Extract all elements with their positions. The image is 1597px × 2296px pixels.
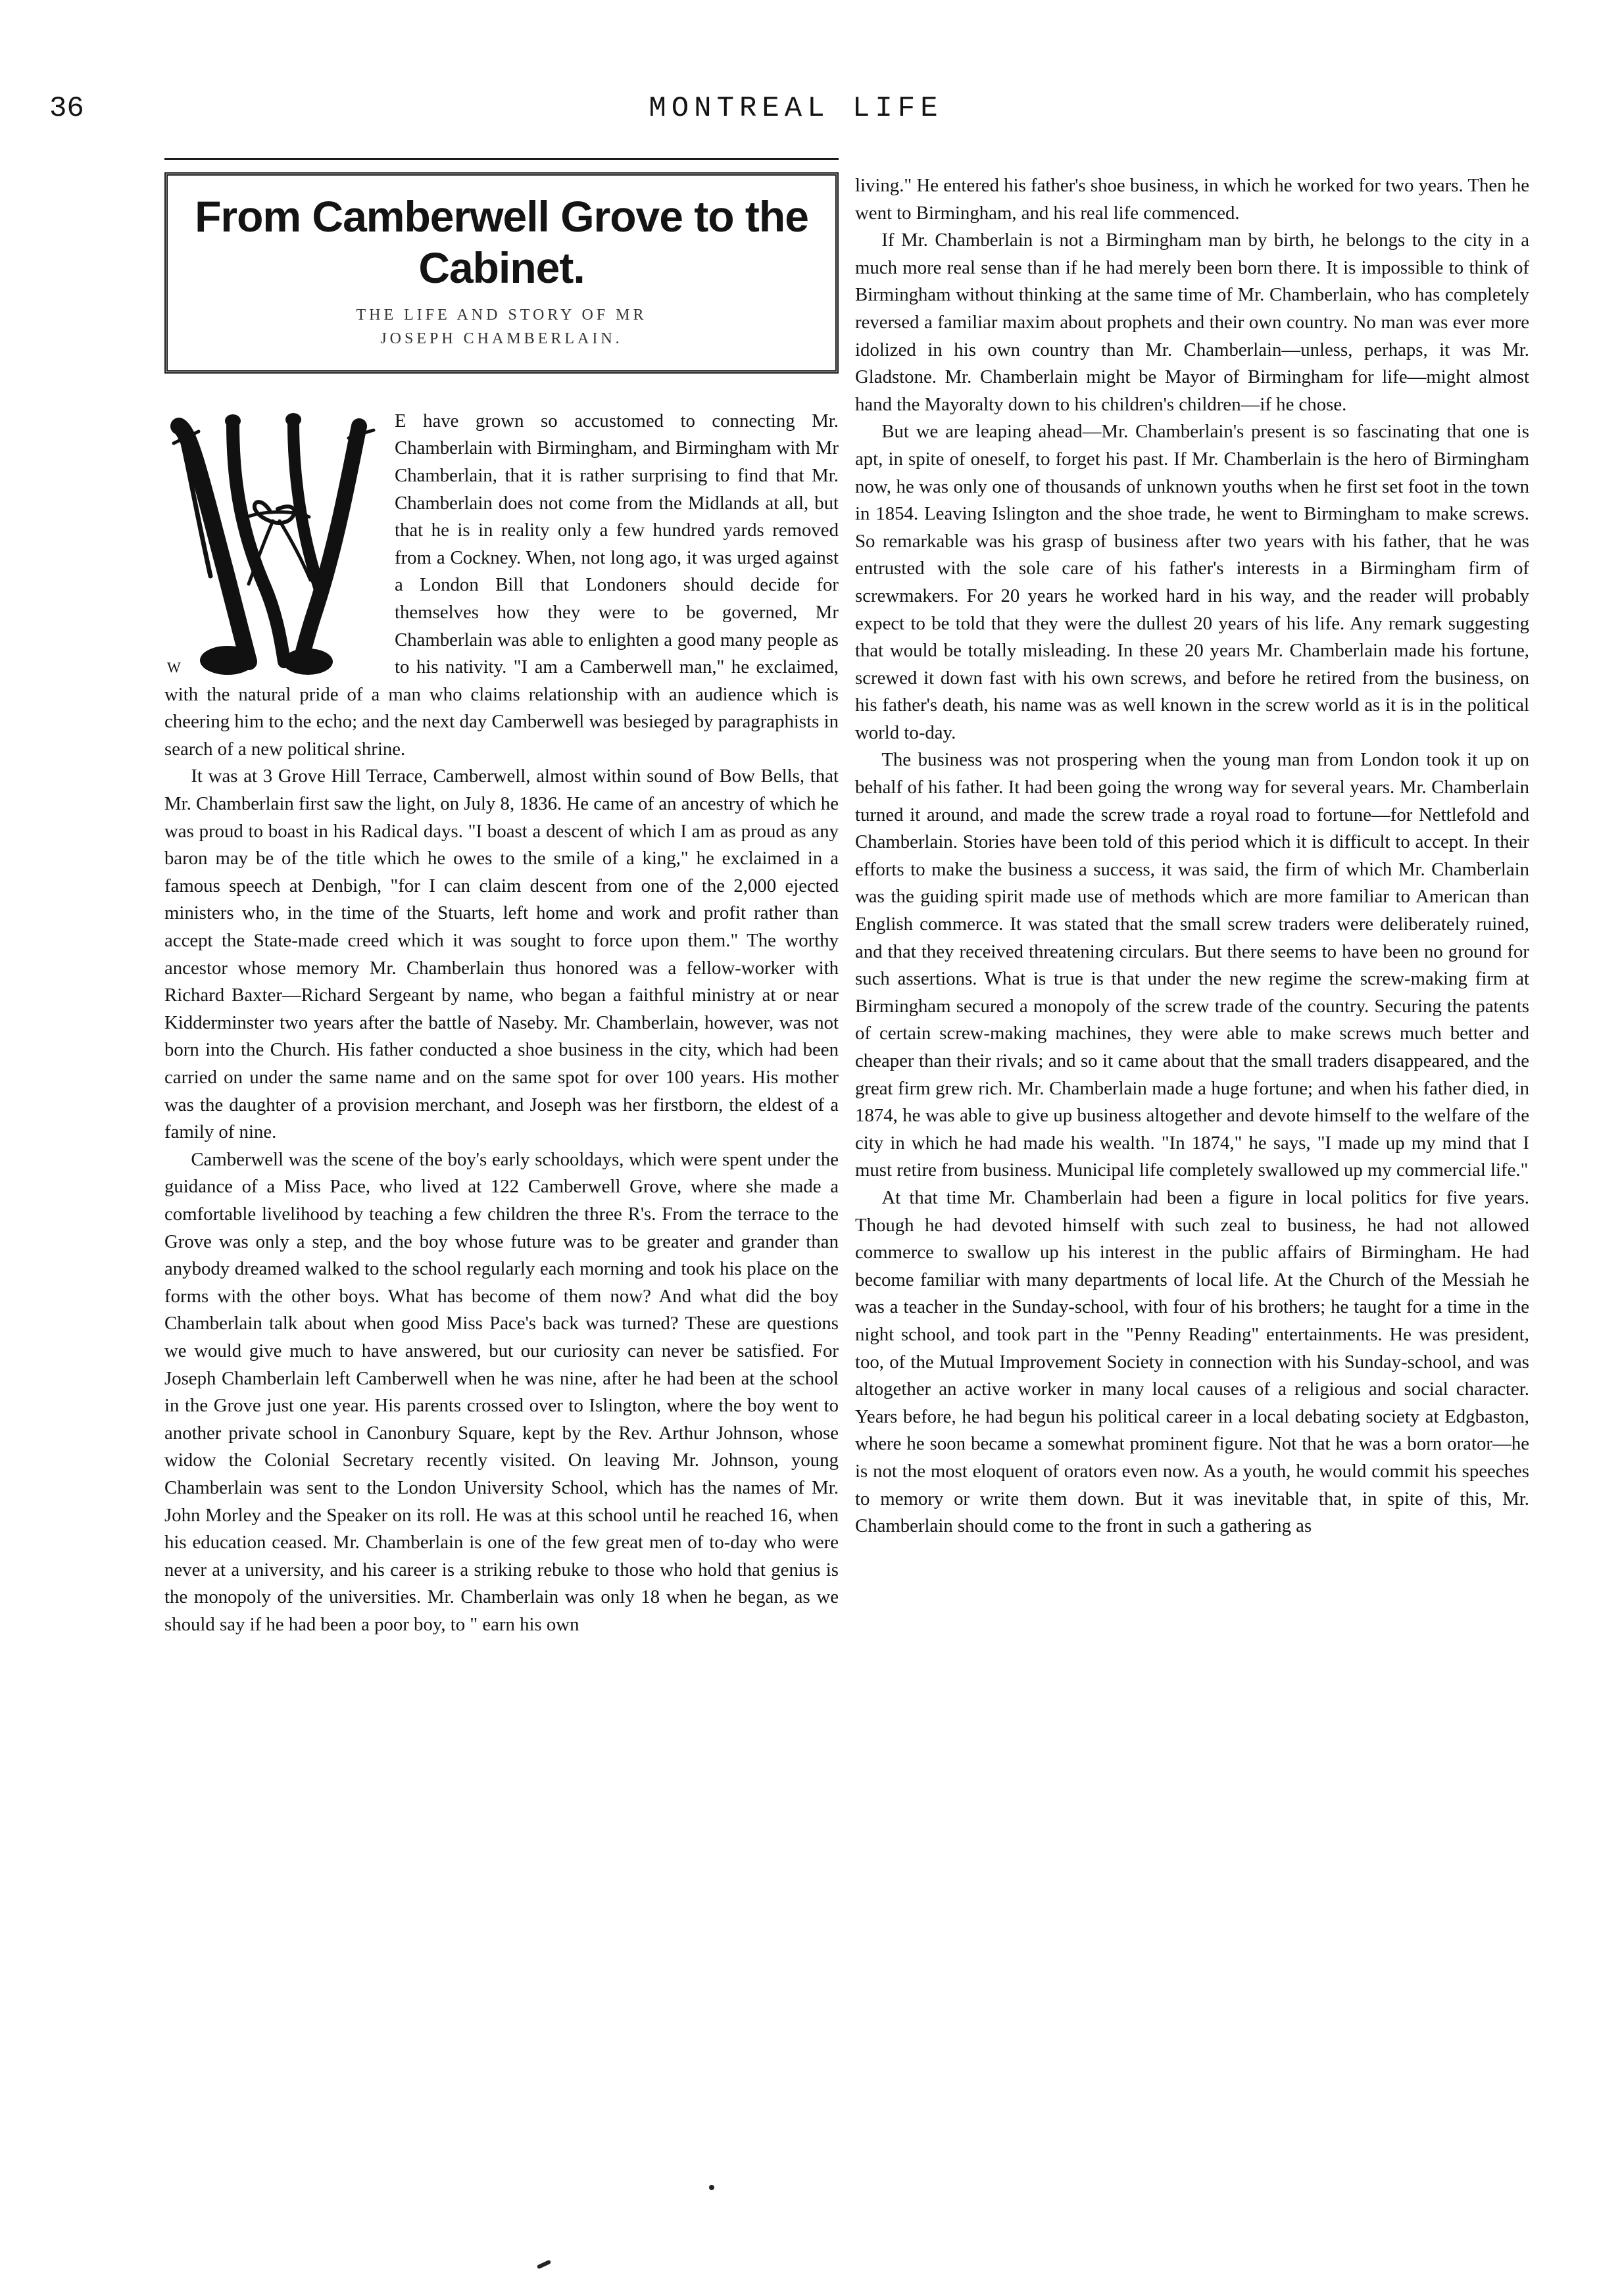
paragraph: If Mr. Chamberlain is not a Birmingham man by birth, he belongs to the city in a much more real sense than if he had merely been born there. It is impossible to think of Birmingham without thinking at the same time of Mr. Chamberlain, who has completely reversed a familiar maxim about prophets and their own country. No man was ever more idolized in his own country than Mr. Chamberlain—unless, perhaps, it was Mr. Gladstone. Mr. Chamberlain might be Mayor of Birmingham for life—might almost hand the Mayoralty down to his children's children—if he chose.: [855, 230, 1529, 415]
right-column: [855, 172, 1529, 1540]
paragraph: It was at 3 Grove Hill Terrace, Camberwell, almost within sound of Bow Bells, that Mr. Chamberlain first saw the light, on July 8, 1836. He came of an ancestry of which he was proud to boast in his Radical days. "I boast a descent of which I am as proud as any baron may be of the title which he owes to the smile of a king," he exclaimed in a famous speech at Denbigh, "for I can claim descent from one of the 2,000 ejected ministers who, in the time of the Stuarts, left home and work and profit rather than accept the State-made creed which it was sought to force upon them." The worthy ancestor whose memory Mr. Chamberlain thus honored was a fellow-worker with Richard Baxter—Richard Sergeant by name, who began a faithful ministry at or near Kidderminster two years after the battle of Naseby. Mr. Chamberlain, however, was not born into the Church. His father conducted a shoe business in the city, which had been carried on under the same name and on the same spot for over 100 years. His mother was the daughter of a provision merchant, and Joseph was her firstborn, the eldest of a family of nine.: [164, 766, 839, 1143]
drop-cap-letter: W: [167, 658, 181, 675]
left-column: [164, 172, 839, 1638]
running-head: MONTREAL LIFE: [649, 92, 943, 125]
ink-speck: [537, 2260, 551, 2270]
page-header: [39, 92, 1552, 138]
left-body: [164, 408, 839, 1639]
article-title: From Camberwell Grove to the Cabinet.: [195, 192, 808, 292]
header-rule: [164, 158, 839, 160]
drop-cap-illustration: [164, 412, 381, 676]
ink-speck: [709, 2185, 714, 2190]
article-subtitle: [186, 303, 817, 351]
paragraph: E have grown so accustomed to connecting Mr. Chamberlain with Birmingham, and Birmingham with Mr Chamberlain, that it is rather surprising to find that Mr. Chamberlain does not come from the Midlands at all, but that he is in reality only a few hundred yards removed from a Cockney. When, not long ago, it was urged against a London Bill that Londoners should decide for themselves how they were to be governed, Mr Chamberlain was able to enlighten a good many people as to his nativity. "I am a Camberwell man," he exclaimed, with the natural pride of a man who claims relationship with an audience which is cheering him to the echo; and the next day Camberwell was besieged by paragraphists in search of a new political shrine.: [164, 410, 839, 760]
page-number: 36: [49, 92, 84, 125]
paragraph: At that time Mr. Chamberlain had been a figure in local politics for five years. Though he had devoted himself with such zeal to business, he had not allowed commerce to swallow up his interest in the public affairs of Birmingham. He had become familiar with many departments of local life. At the Church of the Messiah he was a teacher in the Sunday-school, with four of his brothers; he taught for a time in the night school, and took part in the "Penny Reading" entertainments. He was president, too, of the Mutual Improvement Society in connection with his Sunday-school, and was altogether an active worker in many local causes of a religious and social character. Years before, he had begun his political career in a local debating society at Edgbaston, where he soon became a somewhat prominent figure. Not that he was a born orator—he is not the most eloquent of orators even now. As a youth, he would commit his speeches to memory or write them down. But it was inevitable that, in spite of this, Mr. Chamberlain should come to the front in such a gathering as: [855, 1186, 1529, 1537]
paragraph: But we are leaping ahead—Mr. Chamberlain's present is so fascinating that one is apt, in spite of oneself, to forget his past. If Mr. Chamberlain is the hero of Birmingham now, he was only one of thousands of unknown youths when he first set foot in the town in 1854. Leaving Islington and the shoe trade, he went to Birmingham to make screws. So remarkable was his grasp of business after two years with his father, that he was entrusted with the sole care of his father's interests in a Birmingham firm of screwmakers. For 20 years he worked hard in his way, and the reader will probably expect to be told that they were the dullest 20 years of his life. Any remark suggesting that would be totally misleading. In these 20 years Mr. Chamberlain made his fortune, screwed it down fast with his own screws, and before he retired from the business, on his father's death, his name was as well known in the screw world as it is in the political world to-day.: [855, 421, 1529, 743]
subtitle-line-2: JOSEPH CHAMBERLAIN.: [380, 330, 623, 347]
paragraph: living." He entered his father's shoe business, in which he worked for two years. Then he went to Birmingham, and his real life commenced.: [855, 175, 1529, 224]
right-body: [855, 172, 1529, 1540]
title-box: [164, 172, 839, 374]
paragraph: Camberwell was the scene of the boy's early schooldays, which were spent under the guidance of a Miss Pace, who lived at 122 Camberwell Grove, where she made a comfortable livelihood by teaching a few children the three R's. From the terrace to the Grove was only a step, and the boy whose future was to be greater and grander than anybody dreamed walked to the school regularly each morning and took his place on the forms with the other boys. What has become of them now? And what did the boy Chamberlain talk about when good Miss Pace's back was turned? These are questions we would give much to have answered, but our curiosity can never be satisfied. For Joseph Chamberlain left Camberwell when he was nine, after he had been at the school in the Grove just one year. His parents crossed over to Islington, where the boy went to another private school in Canonbury Square, kept by the Rev. Arthur Johnson, whose widow the Colonial Secretary recently visited. On leaving Mr. Johnson, young Chamberlain was sent to the London University School, which has the names of Mr. John Morley and the Speaker on its roll. He was at this school until he reached 16, when his education ceased. Mr. Chamberlain is one of the few great men of to-day who were never at a university, and his career is a striking rebuke to those who hold that genius is the monopoly of the universities. Mr. Chamberlain was only 18 when he began, as we should say if he had been a poor boy, to " earn his own: [164, 1148, 839, 1635]
paragraph: The business was not prospering when the young man from London took it up on behalf of his father. It had been going the wrong way for several years. Mr. Chamberlain turned it around, and made the screw trade a royal road to fortune—for Nettlefold and Chamberlain. Stories have been told of this period which it is difficult to accept. In their efforts to make the business a success, it was said, the firm of which Mr. Chamberlain was the guiding spirit made use of methods which are more familiar to American than English commerce. It was stated that the small screw traders were deliberately ruined, and that they received threatening circulars. But there seems to have been no ground for such assertions. What is true is that under the new regime the screw-making firm at Birmingham secured a monopoly of the screw trade of the country. Securing the patents of certain screw-making machines, they were able to make screws much better and cheaper than their rivals; and so it came about that the small traders disappeared, and the great firm grew rich. Mr. Chamberlain made a huge fortune; and when his father died, in 1874, he was able to give up business altogether and devote himself to the welfare of the city in which he had made his wealth. "In 1874," he says, "I made up my mind that I must retire from business. Municipal life completely swallowed up my commercial life.": [855, 749, 1529, 1181]
subtitle-line-1: THE LIFE AND STORY OF MR: [356, 306, 647, 324]
